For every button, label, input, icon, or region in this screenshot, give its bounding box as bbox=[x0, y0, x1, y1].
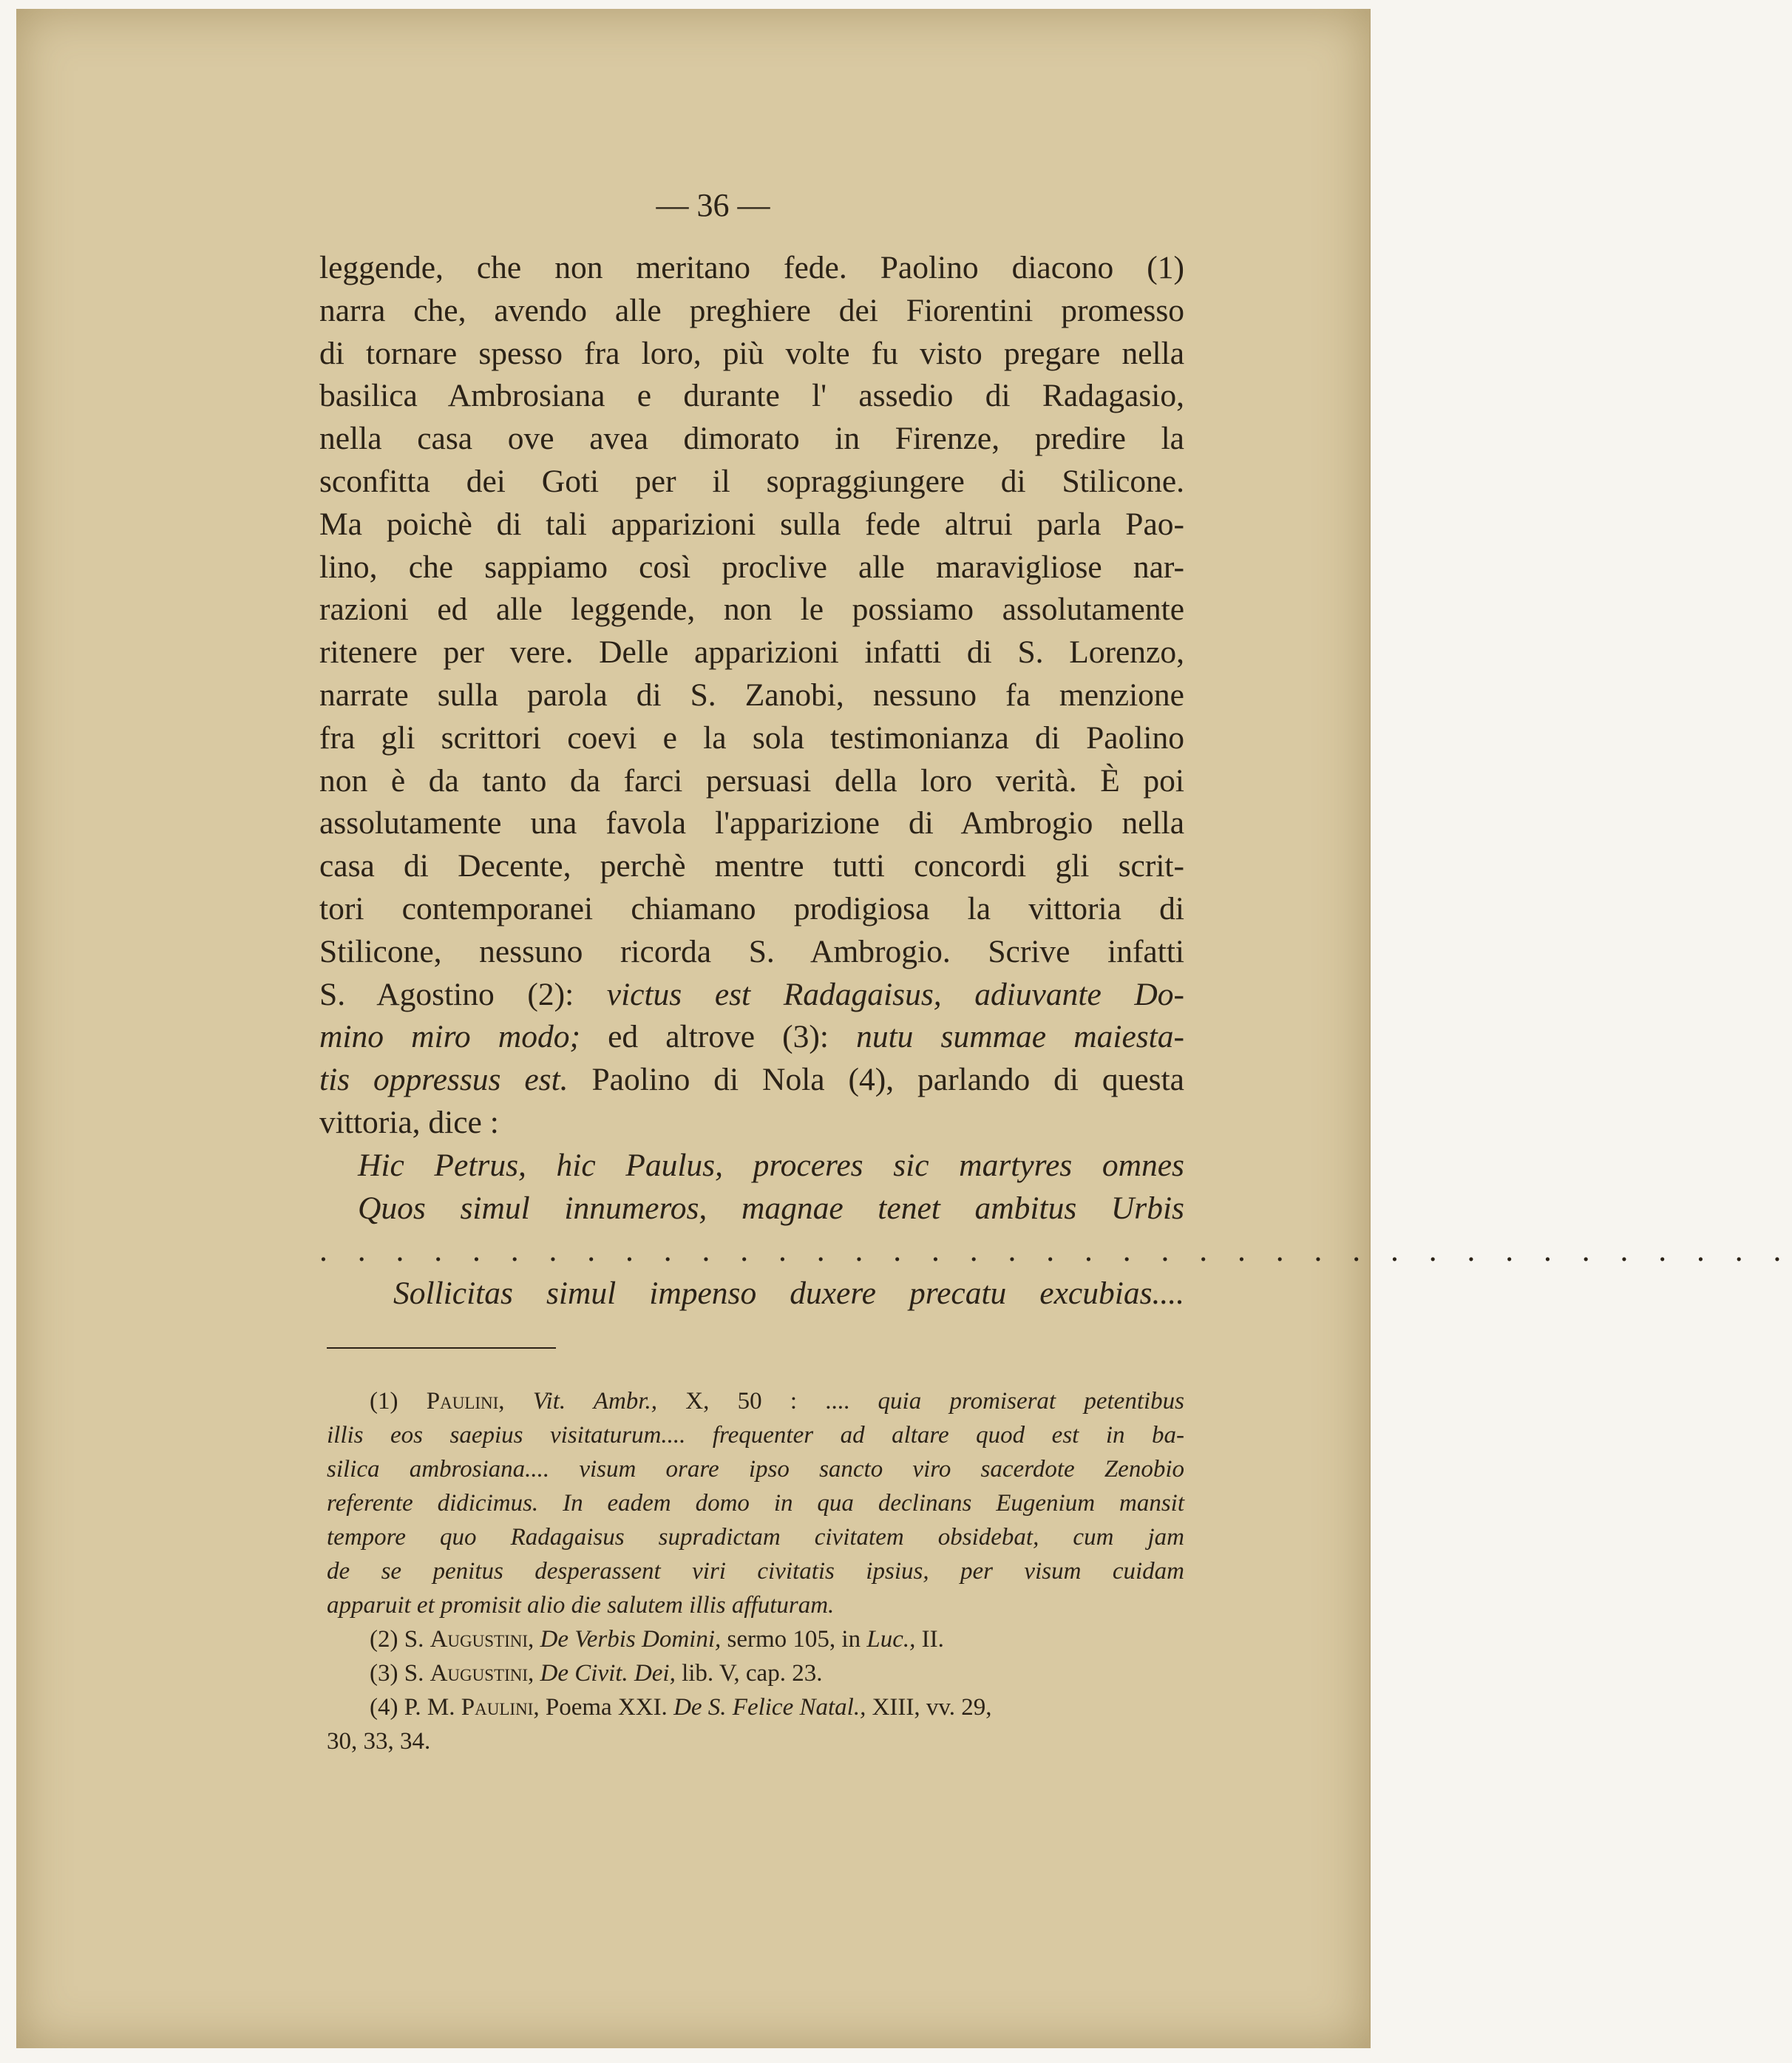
footnote-4: (4) P. M. Paulini, Poema XXI. De S. Felice Natal., XIII, vv. 29, bbox=[370, 1694, 992, 1721]
ellipsis-row: . . . . . . . . . . . . . . . . . . . . . . . . . . . . . . . . . . . . . . . bbox=[319, 1233, 1792, 1269]
verse-line: Hic Petrus, hic Paulus, proceres sic martyres omnes bbox=[358, 1147, 1184, 1183]
book-page bbox=[16, 9, 1792, 2048]
text-line: leggende, che non meritano fede. Paolino diacono (1) bbox=[319, 250, 1184, 285]
footnote-line: illis eos saepius visitaturum.... frequenter ad altare quod est in ba- bbox=[327, 1422, 1184, 1449]
text-line: Stilicone, nessuno ricorda S. Ambrogio. Scrive infatti bbox=[319, 933, 1184, 969]
text-line: assolutamente una favola l'apparizione di Ambrogio nella bbox=[319, 805, 1184, 841]
text-line: narrate sulla parola di S. Zanobi, nessuno fa menzione bbox=[319, 677, 1184, 713]
text-line: casa di Decente, perchè mentre tutti concordi gli scrit- bbox=[319, 848, 1184, 884]
footnote-line: de se penitus desperassent viri civitatis ipsius, per visum cuidam bbox=[327, 1558, 1184, 1585]
footnote-2: (2) S. Augustini, De Verbis Domini, sermo 105, in Luc., II. bbox=[370, 1626, 944, 1653]
text-line-oppressus: tis oppressus est. Paolino di Nola (4), parlando di questa bbox=[319, 1062, 1184, 1098]
footnote-3: (3) S. Augustini, De Civit. Dei, lib. V, cap. 23. bbox=[370, 1660, 823, 1687]
latin-quote: tis oppressus est. bbox=[319, 1062, 569, 1098]
text-line: narra che, avendo alle preghiere dei Fiorentini promesso bbox=[319, 292, 1184, 328]
text-line-nutu: mino miro modo; ed altrove (3): nutu summae maiesta- bbox=[319, 1019, 1185, 1055]
footnote-1: (1) Paulini, Vit. Ambr., X, 50 : .... quia promiserat petentibus bbox=[370, 1388, 1185, 1415]
text-line: ritenere per vere. Delle apparizioni infatti di S. Lorenzo, bbox=[319, 634, 1184, 671]
text-line: basilica Ambrosiana e durante l' assedio di Radagasio, bbox=[319, 378, 1184, 414]
footnotes bbox=[327, 1384, 1184, 1758]
footnote-line: silica ambrosiana.... visum orare ipso sancto viro sacerdote Zenobio bbox=[327, 1456, 1184, 1483]
footnote-line: tempore quo Radagaisus supradictam civitatem obsidebat, cum jam bbox=[327, 1524, 1184, 1551]
text-line: razioni ed alle leggende, non le possiamo assolutamente bbox=[319, 592, 1184, 628]
text-line: sconfitta dei Goti per il sopraggiungere di Stilicone. bbox=[319, 463, 1184, 499]
latin-quote: mino miro modo; bbox=[319, 1019, 580, 1055]
verse-line: Quos simul innumeros, magnae tenet ambitus Urbis bbox=[358, 1190, 1184, 1226]
text-line-agostino: S. Agostino (2): victus est Radagaisus, adiuvante Do- bbox=[319, 976, 1184, 1012]
text-line: non è da tanto da farci persuasi della loro verità. È poi bbox=[319, 762, 1184, 799]
page-number: — 36 — bbox=[656, 187, 770, 223]
text-line: tori contemporanei chiamano prodigiosa la vittoria di bbox=[319, 890, 1184, 927]
text-line: vittoria, dice : bbox=[319, 1104, 499, 1140]
text-line: fra gli scrittori coevi e la sola testimonianza di Paolino bbox=[319, 719, 1184, 756]
text-line: nella casa ove avea dimorato in Firenze, predire la bbox=[319, 421, 1184, 457]
footnote-4-continued: 30, 33, 34. bbox=[327, 1728, 431, 1755]
text-line: lino, che sappiamo così proclive alle maravigliose nar- bbox=[319, 549, 1184, 585]
footnote-line: apparuit et promisit alio die salutem illis affuturam. bbox=[327, 1592, 835, 1619]
footnote-line: referente didicimus. In eadem domo in qua declinans Eugenium mansit bbox=[327, 1490, 1184, 1517]
text-line: Ma poichè di tali apparizioni sulla fede altrui parla Pao- bbox=[319, 506, 1184, 542]
main-text bbox=[319, 247, 1792, 1315]
latin-quote: nutu summae maiesta- bbox=[856, 1019, 1185, 1055]
text-line: di tornare spesso fra loro, più volte fu visto pregare nella bbox=[319, 335, 1184, 371]
verse-line: Sollicitas simul impenso duxere precatu excubias.... bbox=[393, 1276, 1184, 1312]
footnote-divider bbox=[327, 1347, 556, 1349]
latin-quote: victus est Radagaisus, adiuvante Do- bbox=[606, 976, 1184, 1012]
